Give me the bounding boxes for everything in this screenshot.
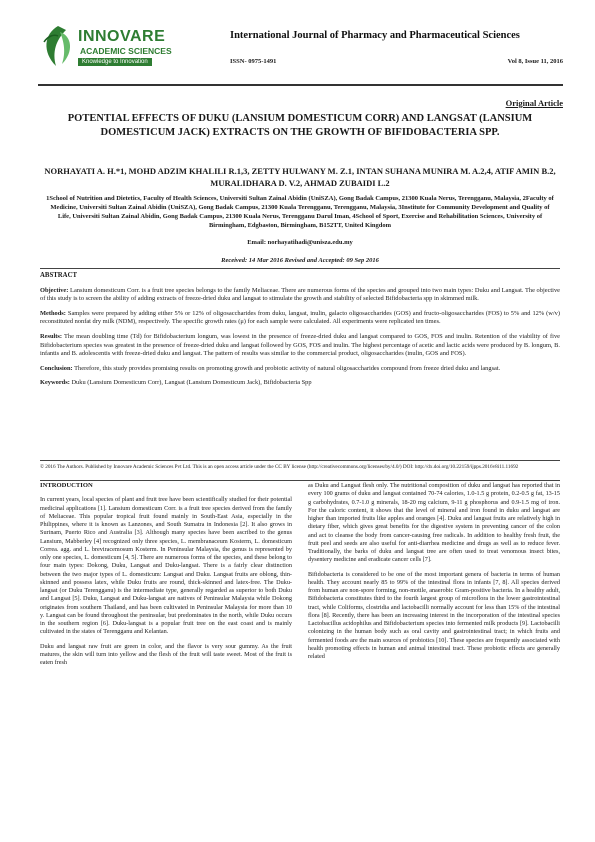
- issn: ISSN- 0975-1491: [230, 58, 277, 65]
- journal-title: International Journal of Pharmacy and Pharmaceutical Sciences: [230, 30, 520, 41]
- abstract-divider: [40, 268, 560, 269]
- copyright-divider-bottom: [40, 480, 560, 481]
- copyright-divider-top: [40, 460, 560, 461]
- copyright-notice: © 2016 The Authors. Published by Innovare Academic Sciences Pvt Ltd. This is an open access article under the CC BY license (http://creativecommons.org/licenses/by/4.0/) DOI: http://dx.doi.org/10.22159/ijpps.2016v8i11.11692: [40, 464, 519, 470]
- body-column-left: [40, 482, 292, 673]
- objective-text: Lansium domesticum Corr. is a fruit tree species belongs to the family Meliaceae. There are numerous forms of the species and grouped into two main types: Duku and Langsat. The objective of this study is to screen the ability of adding extracts of freeze-dried duku and langsat to stimulate the growth and stability of selected Bifidobacteria spp in skimmed milk.: [40, 286, 560, 303]
- methods-text: Samples were prepared by adding either 5% or 12% of oligosaccharides from duku, langsat, inulin, galacto oligosaccharides (GOS) and fructo-oligosaccharides (FOS) to 5% and 12% (w/v) reconstituted nonfat dry milk (NDM), respectively. The specific growth rates (μ) for each sample were calculated. All experiments were replicated ten times.: [40, 309, 560, 326]
- article-title: POTENTIAL EFFECTS OF DUKU (LANSIUM DOMESTICUM CORR) AND LANGSAT (LANSIUM DOMESTICUM JACK) EXTRACTS ON THE GROWTH OF BIFIDOBACTERIA SPP.: [67, 113, 533, 138]
- header-divider: [38, 84, 563, 86]
- publisher-logo: [38, 22, 228, 86]
- received-dates: Received: 14 Mar 2016 Revised and Accepted: 09 Sep 2016: [221, 257, 379, 264]
- abstract-objective: [40, 287, 560, 304]
- body-paragraph: as Duku and Langsat flesh only. The nutritional composition of duku and langsat has reported that in every 100 grams of duku and langsat contained 70-74 calories, 1.0-1.5 g protein, 0.2-0.5 g fat, 13-15 g carbohydrates, 0.7-1.0 g minerals, 18-20 mg calcium, 9-11 g phosphorus and 0.9-1.5 mg of iron. For the caloric content, it shows that the level of mineral and iron found in duku and langsat are higher than imported fruits like apples and oranges [4]. Duku and langsat fruits are relatively high in dietary fiber, which gives great benefits for the digestive system in preventing cancer of the colon and act to cleanse the body from cancer-causing free radicals. In addition to healthy fresh fruit, the fruit peel and seeds are also useful for anti-diarrhea medicine and drugs as well as to reduce fever. Traditionally, the barks of duku and langsat tree are often used to treat venomous insect bites, dysentery medicine and eradicate cancer cells [7].: [308, 482, 560, 564]
- results-label: Results:: [40, 332, 63, 340]
- keywords-text: Duku (Lansium Domesticum Corr), Langsat (Lansium Domesticum Jack), Bifidobacteria Spp: [71, 379, 312, 387]
- objective-label: Objective:: [40, 286, 69, 294]
- volume-issue: Vol 8, Issue 11, 2016: [507, 58, 563, 65]
- conclusion-text: Therefore, this study provides promising results on promoting growth and probiotic activity of natural oligosaccharides compound from freeze dried duku and langsat.: [74, 364, 501, 372]
- body-paragraph: In current years, local species of plant and fruit tree have been scientifically studied for their potential medicinal applications [1]. Lansium domesticum Corr. is a fruit tree species derived from the family of Meliaceae. This popular tropical fruit found mainly in South-East Asia, especially in the Philippines, where it is known as Lanzones, and South Sumatra in Indonesia [2]. It also grows in Surinam, Puerto Rico and Australia [3]. Although many species have been ascribed to the genus Lansium, Mabberley [4] recognized only three species, L. membranaceum Kosterm, L. domesticum Correa. agg. and L. breviracemosum Kosterm. In Peninsular Malaysia, the genus is represented by only one species, L. domesticum [4, 5]. There are numerous forms of the species, and these belong to four main types: Dokong, Duku, Langsat and Duku-langsat. There is a fairly clear distinction between the two major types of L. domesticum: Langsat and Duku. Langsat fruits are oblong, thin-skinned and possess latex, while Duku fruits are round, thick-skinned and latex-free. The Duku-langsat (or Duku Terengganu) is the intermediate type, generally regarded as superior to both Duku and Langsat [5]. Duku, Langsat and Duku-langsat are natives of Peninsular Malaysia while Dokong originates from southern Thailand, and has been cultivated in Peninsular Malaysia for more than 10 y. Langsat can be found throughout the peninsular, but predominates in the north, while Duku occurs in the southern region [6]. Duku-langsat is a popular fruit tree on the east coast and is mainly cultivated in the states of Terengganu and Kelantan.: [40, 496, 292, 636]
- logo-name: INNOVARE: [78, 28, 166, 45]
- results-text: The mean doubling time (Td) for Bifidobacterium longum, was lowest in the presence of freeze-dried duku and langsat compared to GOS, FOS and inulin. Retention of the viability of five Bifidobacterium species was greatest in the presence of freeze-dried duku and langsat followed by GOS, FOS and inulin. The highest percentage of acetic and lactic acids were produced by B. longum, B. infantis and B. adolescentis with freeze-dried duku and langsat. The pattern of results was similar to the commercial product, oligosaccharides (inulin, GOS and FOS).: [40, 332, 560, 358]
- leaf-icon: [38, 22, 78, 70]
- article-type: Original Article: [505, 98, 563, 108]
- conclusion-label: Conclusion:: [40, 364, 73, 372]
- body-paragraph: Bifidobacteria is considered to be one of the most important genera of bacteria in terms of human health. They account nearly 85 to 99% of the intestinal flora in infants [7, 8]. All species derived from human are non-spore forming, non-motile, anaerobic Gram-positive bacteria. In a healthy adult, Bifidobacteria constitutes third to the fourth largest group of microflora in the lower gastrointestinal tract, while Coliforms, clostridia and lactobacilli normally account for less than 15% of the intestinal flora [8]. Recently, there has been an increasing interest in the incorporation of the intestinal species Lactobacillus acidophilus and Bifidobacterium species into fermented milk products [9]. Lactobacilli colonizing in the human body such as oral cavity and gastrointestinal tract; in which fruits and fermented foods are the main sources of probiotics [10]. These species are frequently associated with health promoting effects in human and animal intestinal tract. These probiotic effects are generally related: [308, 570, 560, 660]
- abstract-section: [40, 272, 560, 394]
- body-column-right: [308, 482, 560, 667]
- abstract-keywords: [40, 379, 560, 388]
- abstract-conclusion: [40, 365, 560, 374]
- methods-label: Methods:: [40, 309, 66, 317]
- journal-header: [38, 22, 563, 86]
- logo-sub: ACADEMIC SCIENCES: [80, 46, 172, 56]
- abstract-methods: [40, 310, 560, 327]
- abstract-heading: ABSTRACT: [40, 272, 78, 279]
- keywords-label: Keywords:: [40, 379, 70, 387]
- intro-heading: INTRODUCTION: [40, 482, 93, 489]
- abstract-results: [40, 333, 560, 359]
- author-list: NORHAYATI A. H.*1, MOHD ADZIM KHALILI R.1,3, ZETTY HULWANY M. Z.1, INTAN SUHANA MUNIRA M. A.2,4, ATIF AMIN B.2, MURALIDHARA D. V.2, AHMAD ZUBAIDI L.2: [44, 166, 556, 188]
- corresponding-email: Email: norhayatihadi@unisza.edu.my: [247, 239, 353, 246]
- affiliations: 1School of Nutrition and Dietetics, Faculty of Health Sciences, Universiti Sultan Zainal Abidin (UniSZA), Gong Badak Campus, 21300 Kuala Nerus, Terengganu, Malaysia, 2Faculty of Medicine, Universiti Sultan Zainal Abidin (UniSZA), Gong Badak Campus, 21300 Kuala Terengganu, Terengganu, Malaysia, 3Institute for Community Development and Quality of Life, Universiti Sultan Zainal Abidin, Gong Badak Campus, 21300 Kuala Nerus, Terengganu Darul Iman, 4School of Sport, Exercise and Rehabilitation Sciences, University of Birmingham, Edgbaston, Birmingham, B152TT, United Kingdom: [46, 195, 554, 229]
- logo-tagline: Knowledge to Innovation: [78, 58, 152, 66]
- body-paragraph: Duku and langsat raw fruit are green in color, and the flavor is very sour gummy. As the fruit matures, the skin will turn into yellow and the flesh of the fruit will taste sweet. Most of the fruit is eaten fresh: [40, 642, 292, 666]
